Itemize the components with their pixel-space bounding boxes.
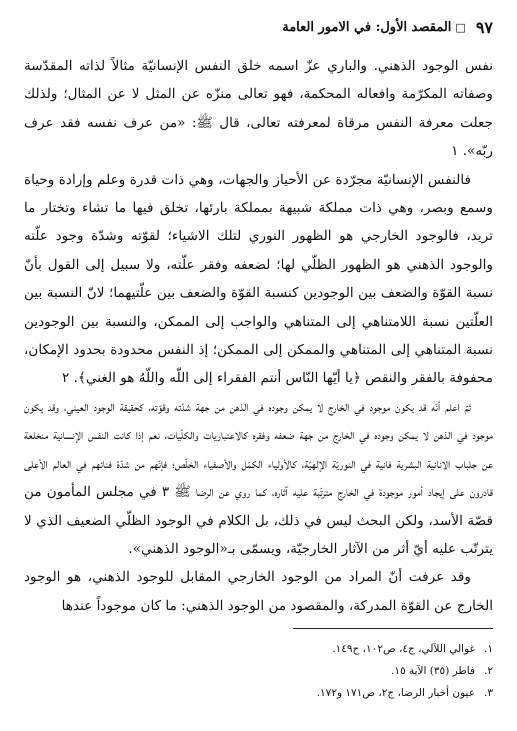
header-separator: □ [455, 20, 466, 34]
footnote-2: ٢. فاطر (٣٥) الآية ١٥. [391, 665, 493, 677]
running-header [24, 16, 493, 38]
footnotes [24, 638, 493, 704]
paragraph-3: ثمّ اعلم أنّه قد يكون موجود في الخارج لا يمكن وجوده في الذهن من جهة شدّته وقوّته، كحقيقة الوجود العيني، وقد يكون موجود في الذهن لا يمكن وجوده في الخارج من جهة ضعفه وفقره كالاعتباريات والكلّيات، نعم إذا كانت النفس الإنسانية منخلعة عن جلباب الانانية البشرية فانية في النوريّة الإلهيّة، كالأولياء الكمّل والأصفياء الخلّص؛ فإنّهم من شدّة فنائهم في العالم الأعلى قادرون على إيجاد أمور موجودة في الخارج مترتّبة عليه آثاره، كما روي عن الرضا ﷺ ٣ في مجلس المأمون من قصّة الأسد، ولكن البحث ليس في ذلك، بل الكلام في الوجود الظلّي الضعيف الذي لا يترتّب عليه أيّ أثر من الآثار الخارجيّة، ويسمّى بـ«الوجود الذهني». [24, 398, 493, 557]
page-number: ٩٧ [475, 17, 493, 37]
main-text [24, 52, 493, 620]
footnote-1: ١. غوالي اللآلي، ج٤، ص١٠٢، ح١٤٩. [332, 643, 493, 655]
footnote-3: ٣. عيون أخبار الرضا، ج٢، ص١٧١ و١٧٢. [316, 687, 493, 699]
header-title: المقصد الأول: في الامور العامة [282, 19, 452, 35]
paragraph-1: نفس الوجود الذهني. والباري عزّ اسمه خلق النفس الإنسانيّة مثالاً لذاته المقدّسة وصفاته المكرّمة وافعاله المحكمة، فهو تعالى منزّه عن المثل لا عن المثال؛ ولذلك جعلت معرفة النفس مرقاة لمعرفته تعالى، قال ﷺ: «من عرف نفسه فقد عرف ربّه». ١ [24, 58, 493, 160]
paragraph-2: فالنفس الإنسانيّة مجرّدة عن الأحياز والجهات، وهي ذات قدرة وعلم وإرادة وحياة وسمع وبصر، وهي ذات مملكة شبيهة بمملكة بارئها، تخلق فيها ما تشاء وتختار ما تريد، فالوجود الخارجي هو الظهور النوري لتلك الاشياء؛ لقوّته وشدّة وجود علّته والوجود الذهني هو الظهور الظلّي لها؛ لضعفه وفقر علّته، ولا سبيل إلى القول بأنّ نسبة القوّة والضعف بين الوجودين كنسبة القوّة والضعف بين علّتيهما؛ لانّ النسبة بين العلّتين نسبة اللامتناهي إلى المتناهي والواجب إلى الممكن، والنسبة بين الوجودين نسبة المتناهي إلى المتناهي والممكن إلى الممكن؛ إذ النفس محدودة بحدود الإمكان، محفوفة بالفقر والنقص ﴿يا أيّها النّاس أنتم الفقراء إلى اللّه واللّهُ هو الغني﴾. ٢ [24, 171, 493, 387]
paragraph-4: وقد عرفت أنّ المراد من الوجود الخارجي المقابل للوجود الذهني، هو الوجود الخارج عن القوّة المدركة، والمقصود من الوجود الذهني: ما كان موجوداً عندها [24, 569, 493, 614]
footnote-divider [293, 628, 493, 629]
